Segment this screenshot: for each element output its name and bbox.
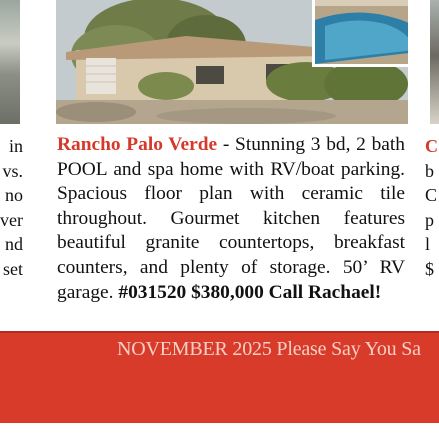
footer-text: NOVEMBER 2025 Please Say You Sa — [117, 338, 421, 360]
left-line: set — [3, 258, 23, 279]
right-line: b — [425, 160, 434, 181]
left-line: vs. — [2, 160, 23, 181]
listing-name: Rancho Palo Verde — [57, 134, 218, 155]
right-line: l — [425, 234, 431, 255]
left-line: ver — [0, 209, 23, 230]
right-listing-photo — [430, 0, 439, 124]
listing-price-call: #031520 $380,000 Call Rachael! — [118, 281, 382, 303]
right-line: $ — [425, 258, 434, 279]
pool-image — [315, 0, 408, 64]
right-line: C — [425, 136, 438, 156]
listing-description — [57, 133, 405, 305]
left-listing-photo — [0, 0, 20, 124]
right-column-text — [425, 134, 439, 282]
left-line: in — [8, 136, 23, 156]
right-line: C — [425, 185, 438, 206]
listing-body: - Stunning 3 bd, 2 bath POOL and spa home with RV/boat parking. Spacious floor plan with ceramic tile throughout. Gourmet kitchen features beautiful granite countertops, breakfast counters, and plenty of storage. 50’ RV garage. — [57, 134, 405, 303]
left-line: no — [5, 185, 23, 206]
left-line: nd — [5, 234, 23, 255]
pool-inset-photo — [312, 0, 408, 67]
right-line: p — [425, 209, 434, 230]
listing-photo — [56, 0, 408, 124]
left-column-text — [0, 134, 24, 282]
